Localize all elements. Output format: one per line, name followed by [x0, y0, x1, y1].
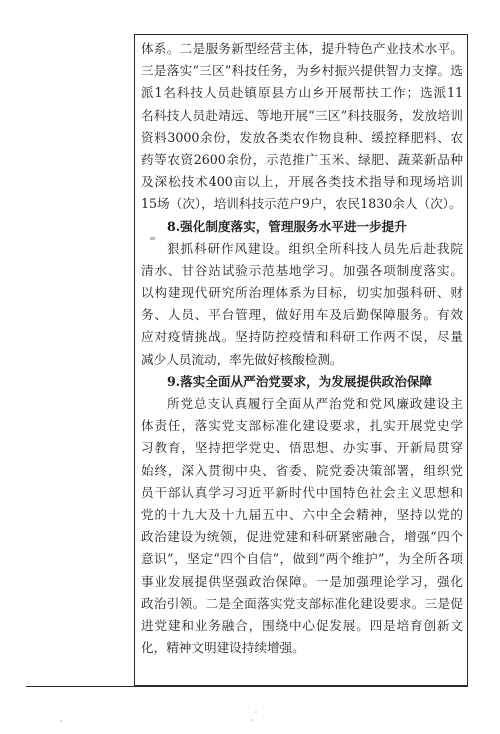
text-line: 进党建和业务融合，围绕中心促发展。四是培育创新文 [141, 617, 463, 633]
text-line: 事业发展提供坚强政治保障。一是加强理论学习，强化 [141, 573, 463, 589]
text-line: 三是落实“三区”科技任务，为乡村振兴提供智力支撑。选 [141, 63, 463, 79]
text-line: 政治建设为统领，促进党建和科研紧密融合，增强“四个 [141, 529, 463, 545]
text-line: 体责任，落实党支部标准化建设要求，扎实开展党史学 [141, 418, 463, 434]
text-line: 15场（次），培训科技示范户9户，农民1830余人（次）。 [141, 196, 462, 212]
text-line: 减少人员流动，率先做好核酸检测。 [141, 351, 343, 367]
paragraph-institution-building [141, 238, 463, 371]
text-line: 习教育，坚持把学党史、悟思想、办实事、开新局贯穿 [141, 440, 463, 456]
text-line: 党的十九大及十九届五中、六中全会精神，坚持以党的 [141, 506, 463, 522]
document-body [141, 38, 463, 659]
scan-speck [251, 719, 253, 721]
text-line: 药等农资2600余份，示范推广玉米、绿肥、蔬菜新品种 [141, 151, 463, 167]
text-line: 化，精神文明建设持续增强。 [141, 640, 305, 656]
text-line: 员干部认真学习习近平新时代中国特色社会主义思想和 [141, 484, 463, 500]
text-line: 资料3000余份，发放各类农作物良种、缓控释肥料、农 [141, 129, 463, 145]
text-line: 始终，深入贯彻中央、省委、院党委决策部署，组织党 [141, 462, 463, 478]
section-heading-9: 9.落实全面从严治党要求，为发展提供政治保障 [167, 373, 433, 389]
text-line: 政治引领。二是全面落实党支部标准化建设要求。三是促 [141, 595, 463, 611]
text-line: 狠抓科研作风建设。组织全所科技人员先后赴我院 [167, 240, 463, 256]
section-heading-8: 8.强化制度落实，管理服务水平进一步提升 [167, 218, 407, 234]
text-line: 清水、甘谷站试验示范基地学习。加强各项制度落实。 [141, 262, 463, 278]
text-line: 名科技人员赴靖远、等地开展“三区”科技服务，发放培训 [141, 107, 463, 123]
text-line: 务、人员、平台管理，做好用车及后勤保障服务。有效 [141, 307, 463, 323]
text-line: 体系。二是服务新型经营主体，提升特色产业技术水平。 [141, 41, 463, 56]
text-line: 以构建现代研究所治理体系为目标，切实加强科研、财 [141, 285, 463, 301]
scan-speck [60, 720, 62, 722]
text-line: 意识”，坚定“四个自信”，做到“两个维护”，为全所各项 [141, 551, 463, 567]
table-bottom-rule [26, 686, 468, 687]
scan-speck [255, 711, 257, 713]
paragraph-party-building [141, 393, 463, 659]
paragraph-service-tasks [141, 38, 463, 216]
text-line: 派1名科技人员赴镇原县方山乡开展帮扶工作；选派11 [141, 85, 463, 101]
text-line: 应对疫情挑战。坚持防控疫情和科研工作两不误，尽量 [141, 329, 463, 345]
text-line: 及深松技术400亩以上，开展各类技术指导和现场培训 [141, 174, 463, 190]
text-line: 所党总支认真履行全面从严治党和党风廉政建设主 [167, 396, 463, 411]
